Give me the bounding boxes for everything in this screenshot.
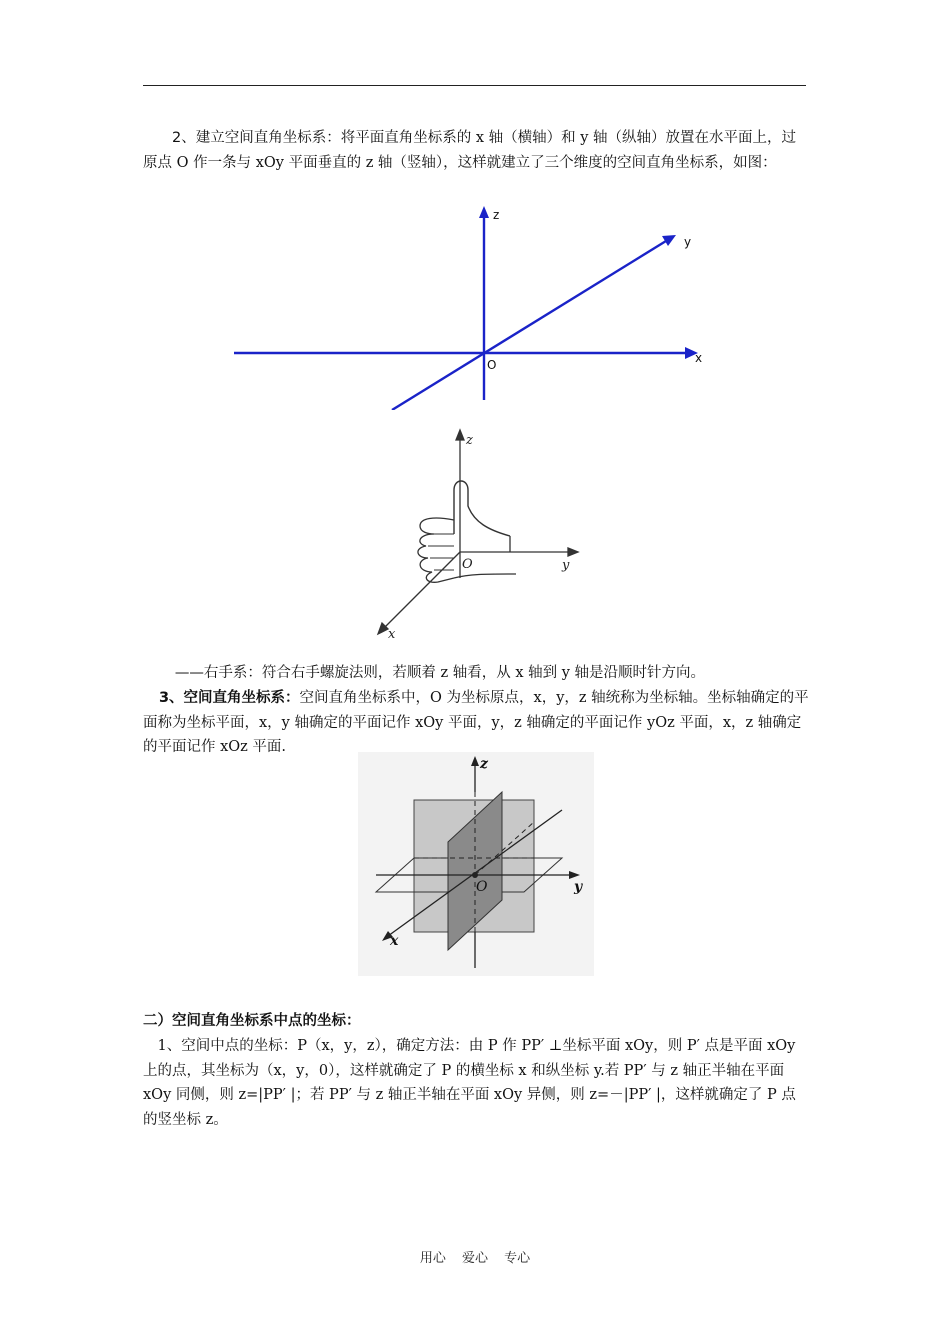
right-hand-note: ——右手系：符合右手螺旋法则，若顺着 z 轴看，从 x 轴到 y 轴是沿顺时针方向。 [174,665,706,681]
footer-c: 专心 [504,1251,531,1266]
section2-label: 2、建立空间直角坐标系： [172,130,341,146]
thumb [454,481,510,536]
fig3-origin-label: O [476,879,488,895]
finger-creases [428,534,454,570]
figure-blue-axes [230,204,710,410]
part2-paragraph: 1、空间中点的坐标：P（x，y，z），确定方法：由 P 作 PP′ ⊥坐标平面 xOy，则 P′ 点是平面 xOy 上的点，其坐标为（x，y，0），这样就确定了 P 的横坐标 x 和纵坐标 y.若 PP′ 与 z 轴正半轴在平面 xOy 同侧，则 z=|PP′ |；若 PP′ 与 z 轴正半轴在平面 xOy 异侧，则 z=－|PP′ |，这样就确定了 P 点的竖坐标 z。 [143,1038,796,1128]
fig2-x-label: x [388,627,396,642]
fig2-y-label: y [562,558,570,573]
fig3-z-label: z [480,756,488,772]
figure-right-hand [370,426,590,642]
fig1-y-label: y [684,235,692,249]
fig1-x-label: x [695,351,703,365]
fingers [418,518,454,582]
fig2-z-label: z [466,433,473,448]
footer-b: 爱心 [461,1251,488,1266]
hand-z-arrow [456,430,464,440]
section2-paragraph [143,126,809,175]
section2-text: 将平面直角坐标系的 x 轴（横轴）和 y 轴（纵轴）放置在水平面上，过原点 O 作一条与 xOy 平面垂直的 z 轴（竖轴），这样就建立了三个维度的空间直角坐标系，如图： [143,130,797,171]
section3-paragraph [143,686,809,760]
footer-a: 用心 [419,1251,446,1266]
y-axis [392,241,666,410]
figure-coordinate-planes [358,752,594,976]
fig3-y-label: y [574,879,583,895]
z-arrow [479,206,489,218]
y-arrow [662,235,676,246]
planes-origin-dot [472,872,478,878]
section3-text: 空间直角坐标系中，O 为坐标原点，x，y，z 轴统称为坐标轴。坐标轴确定的平面称为坐标平面，x，y 轴确定的平面记作 xOy 平面，y，z 轴确定的平面记作 yOz 平面，x，z 轴确定的平面记作 xOz 平面. [143,690,809,755]
hand-x-axis [382,552,460,630]
part2-heading-text: 二）空间直角坐标系中点的坐标： [143,1013,361,1029]
header-rule [143,85,806,86]
part2-heading [143,1009,809,1034]
hand-y-arrow [568,548,578,556]
fig3-x-label: x [390,933,399,949]
fig1-origin-label: O [487,358,497,372]
section3-label: 3、空间直角坐标系： [158,690,300,706]
page-footer [0,1247,950,1266]
fig1-z-label: z [493,208,500,222]
fig2-origin-label: O [462,557,473,572]
